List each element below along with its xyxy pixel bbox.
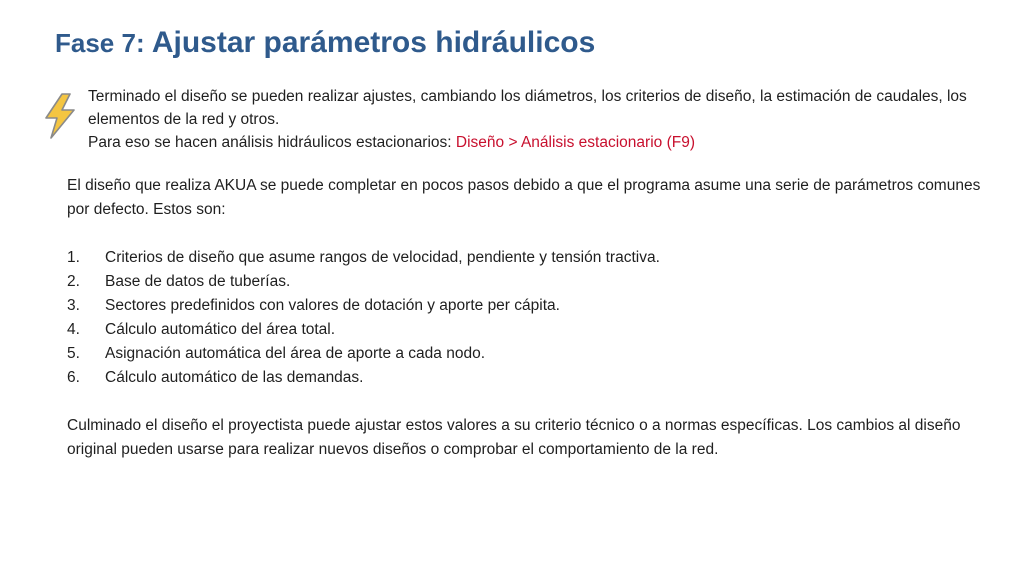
list-number: 6. bbox=[67, 369, 80, 386]
spacer bbox=[67, 390, 997, 414]
lightning-bolt-icon bbox=[40, 92, 80, 140]
list-number: 4. bbox=[67, 321, 80, 338]
list-text: Asignación automática del área de aporte a cada nodo. bbox=[105, 345, 486, 362]
paragraph-adjustments: Culminado el diseño el proyectista puede ajustar estos valores a su criterio técnico o a normas específicas. Los cambios al diseño original pueden usarse para realizar nuevos diseños o comprobar el comportamiento de la red. bbox=[67, 417, 961, 458]
spacer bbox=[67, 222, 997, 246]
slide-title bbox=[55, 26, 595, 60]
list-number: 5. bbox=[67, 345, 80, 362]
list-number: 1. bbox=[67, 249, 80, 266]
list-text: Base de datos de tuberías. bbox=[105, 273, 291, 290]
intro-line-1: Terminado el diseño se pueden realizar ajustes, cambiando los diámetros, los criterios de diseño, la estimación de caudales, los elementos de la red y otros. bbox=[88, 88, 967, 128]
intro-line-2 bbox=[88, 131, 998, 154]
list-item bbox=[67, 270, 997, 294]
list-item bbox=[67, 366, 997, 390]
intro-text bbox=[88, 85, 998, 154]
defaults-list bbox=[67, 246, 997, 390]
list-item bbox=[67, 318, 997, 342]
menu-path-highlight: Diseño > Análisis estacionario (F9) bbox=[455, 134, 695, 151]
list-text: Criterios de diseño que asume rangos de velocidad, pendiente y tensión tractiva. bbox=[105, 249, 660, 266]
list-number: 2. bbox=[67, 273, 80, 290]
list-text: Cálculo automático de las demandas. bbox=[105, 369, 364, 386]
intro-line-2-text: Para eso se hacen análisis hidráulicos estacionarios: bbox=[88, 134, 456, 151]
list-item bbox=[67, 342, 997, 366]
list-text: Sectores predefinidos con valores de dotación y aporte per cápita. bbox=[105, 297, 560, 314]
body-text bbox=[67, 174, 997, 462]
title-main: Ajustar parámetros hidráulicos bbox=[151, 26, 596, 59]
list-item bbox=[67, 246, 997, 270]
list-number: 3. bbox=[67, 297, 80, 314]
list-item bbox=[67, 294, 997, 318]
title-prefix: Fase 7: bbox=[55, 28, 152, 58]
list-text: Cálculo automático del área total. bbox=[105, 321, 336, 338]
paragraph-defaults: El diseño que realiza AKUA se puede completar en pocos pasos debido a que el programa asume una serie de parámetros comunes por defecto. Estos son: bbox=[67, 177, 981, 218]
